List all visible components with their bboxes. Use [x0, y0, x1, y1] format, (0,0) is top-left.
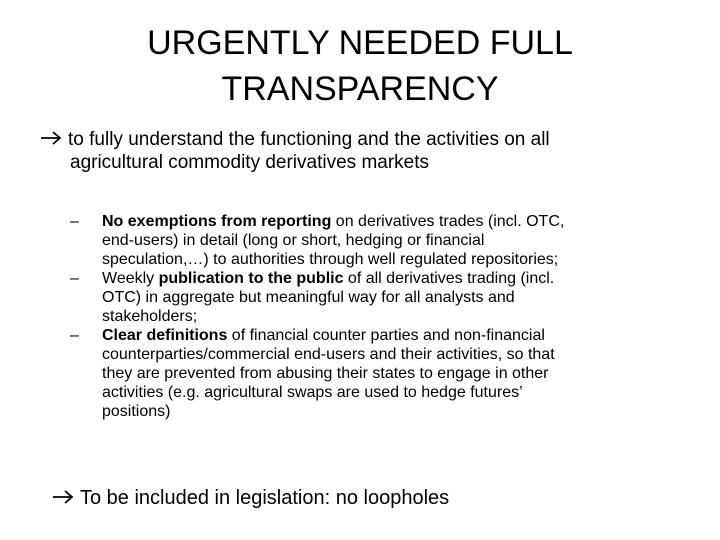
bullet-text: stakeholders;: [102, 308, 198, 325]
bullet-text: of all derivatives trading (incl.: [343, 270, 555, 287]
bullet-text: positions): [102, 403, 171, 420]
intro-line-2: agricultural commodity derivatives markets: [70, 152, 430, 173]
bullet-text: on derivatives trades (incl. OTC,: [331, 213, 565, 230]
bullet-dash: –: [70, 327, 79, 344]
conclusion-text: To be included in legislation: no loopholes: [80, 487, 450, 509]
bullet-text: end-users) in detail (long or short, hedging or financial: [102, 232, 485, 249]
conclusion-statement: [52, 487, 712, 510]
title-line-2: TRANSPARENCY: [221, 70, 499, 108]
intro-statement: [40, 128, 700, 174]
bullet-text: Weekly: [102, 270, 159, 287]
bullet-dash: –: [70, 213, 79, 230]
bullet-text: activities (e.g. agricultural swaps are used to hedge futures’: [102, 384, 523, 401]
slide-title: [60, 20, 660, 112]
bullet-text: they are prevented from abusing their states to engage in other: [102, 365, 549, 382]
right-arrow-icon: [40, 128, 68, 151]
bullet-text: speculation,…) to authorities through well regulated repositories;: [102, 251, 559, 268]
bullet-item: [70, 212, 700, 269]
bullet-list: [70, 212, 700, 421]
right-arrow-icon: [52, 487, 80, 510]
bullet-text: counterparties/commercial end-users and their activities, so that: [102, 346, 555, 363]
bullet-bold-text: publication to the public: [158, 270, 344, 287]
bullet-item: [70, 269, 700, 326]
title-line-1: URGENTLY NEEDED FULL: [147, 24, 573, 62]
bullet-text: OTC) in aggregate but meaningful way for all analysts and: [102, 289, 515, 306]
bullet-item: [70, 326, 700, 421]
bullet-dash: –: [70, 270, 79, 287]
bullet-bold-text: Clear definitions: [102, 327, 228, 344]
bullet-text: of financial counter parties and non-financial: [227, 327, 545, 344]
bullet-bold-text: No exemptions from reporting: [102, 213, 332, 230]
intro-line-1: to fully understand the functioning and the activities on all: [68, 129, 550, 150]
